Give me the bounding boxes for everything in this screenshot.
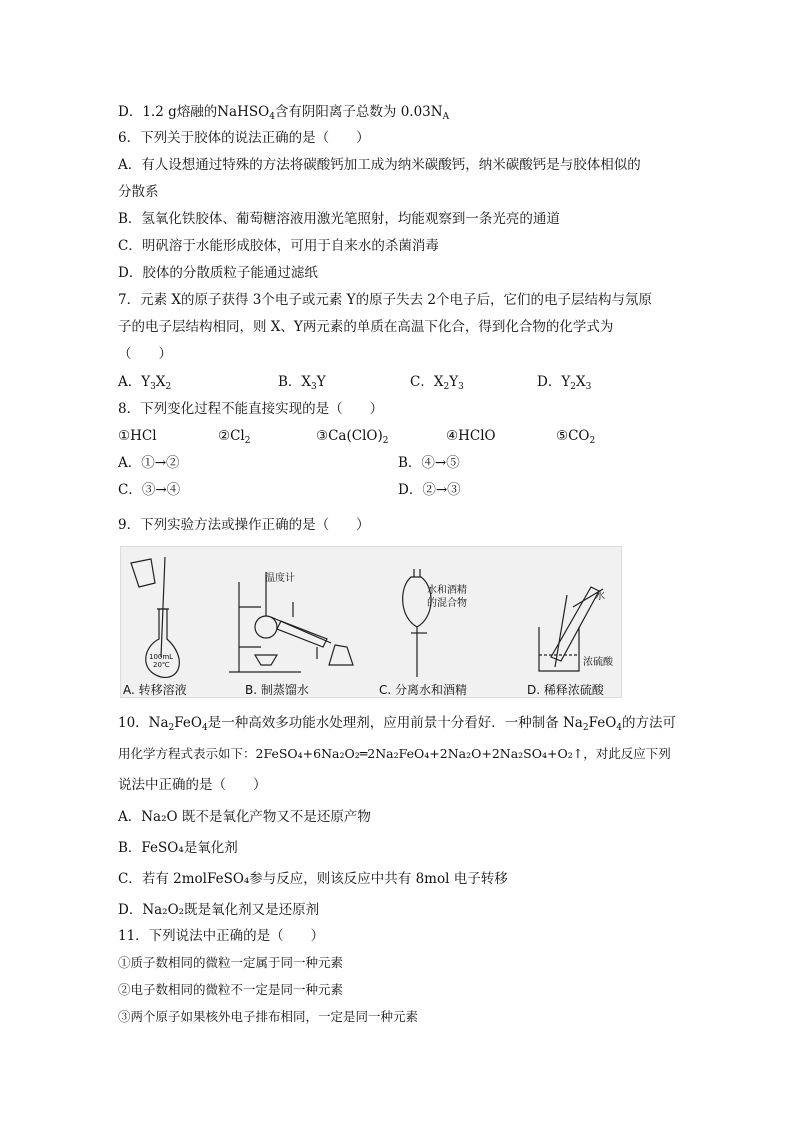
q6-stem: 6．下列关于胶体的说法正确的是（ ）	[118, 130, 370, 146]
water-label: 水	[595, 591, 605, 602]
mixture-label-2: 的混合物	[427, 598, 467, 609]
q10-option-a: A．Na₂O 既不是氧化产物又不是还原产物	[118, 809, 371, 825]
lab-apparatus-figure	[120, 546, 622, 698]
q7-stem-1: 7．元素 X的原子获得 3个电子或元素 Y的原子失去 2个电子后，它们的电子层结构与氖原	[118, 292, 652, 308]
acid-label: 浓硫酸	[583, 657, 613, 668]
q8-option-a: A．①→②	[118, 455, 180, 471]
q9-stem: 9．下列实验方法或操作正确的是（ ）	[118, 517, 370, 533]
q7-option-b: B．$X_3Y$	[278, 374, 326, 392]
q10-stem-3: 说法中正确的是（ ）	[118, 777, 267, 793]
q8-option-c: C．③→④	[118, 482, 181, 498]
caption-b: B. 制蒸馏水	[245, 683, 309, 697]
q11-statement-2: ②电子数相同的微粒不一定是同一种元素	[118, 982, 344, 997]
q8-option-b: B．④→⑤	[398, 455, 460, 471]
q7-option-a: A．$Y_3X_2$	[118, 374, 172, 392]
q7-stem-2: 子的电子层结构相同，则 X、Y两元素的单质在高温下化合，得到化合物的化学式为	[118, 319, 614, 335]
q7-stem-3: （ ）	[118, 346, 172, 362]
q6-option-a: A．有人设想通过特殊的方法将碳酸钙加工成为纳米碳酸钙，纳米碳酸钙是与胶体相似的	[118, 157, 641, 173]
q7-option-d: D．$Y_2X_3$	[537, 374, 592, 392]
q10-option-c: C．若有 2molFeSO₄参与反应，则该反应中共有 8mol 电子转移	[118, 871, 508, 887]
q11-statement-1: ①质子数相同的微粒一定属于同一种元素	[118, 955, 344, 970]
q6-option-d: D．胶体的分散质粒子能通过滤纸	[118, 265, 318, 281]
q6-option-a-cont: 分散系	[118, 184, 159, 200]
apparatus-drawing	[121, 547, 623, 699]
distillation-setup-icon	[229, 572, 353, 672]
caption-a: A. 转移溶液	[123, 683, 187, 697]
caption-c: C. 分离水和酒精	[379, 683, 468, 697]
q6-option-b: B．氢氧化铁胶体、葡萄糖溶液用激光笔照射，均能观察到一条光亮的通道	[118, 211, 560, 227]
q5-option-d: D．1.2 g熔融的NaHSO$_4$含有阴阳离子总数为 $0.03N_A$	[118, 104, 450, 122]
q7-option-c: C．$X_2Y_3$	[410, 374, 464, 392]
q8-option-d: D．②→③	[398, 482, 461, 498]
q10-stem-1: 10．$Na_2FeO_4$是一种高效多功能水处理剂，应用前景十分看好．一种制备 $Na_2FeO_4$的方法可	[118, 715, 677, 733]
q6-option-c: C．明矾溶于水能形成胶体，可用于自来水的杀菌消毒	[118, 238, 439, 254]
q10-option-d: D．Na₂O₂既是氧化剂又是还原剂	[118, 902, 320, 918]
q10-stem-2: 用化学方程式表示如下：2FeSO₄+6Na₂O₂═2Na₂FeO₄+2Na₂O+2Na₂SO₄+O₂↑，对此反应下列	[118, 746, 671, 761]
flask-volume-label: 100mL	[149, 653, 174, 661]
mixture-label-1: 水和酒精	[427, 585, 467, 596]
q8-item-4: ④HClO	[446, 428, 496, 444]
q8-item-3: $③Ca(ClO)_2$	[316, 428, 389, 446]
q8-item-2: $②Cl_2$	[218, 428, 251, 446]
flask-temp-label: 20℃	[153, 661, 170, 669]
q11-stem: 11．下列说法中正确的是（ ）	[118, 928, 325, 944]
q8-item-1: ①HCl	[118, 428, 157, 444]
q11-statement-3: ③两个原子如果核外电子排布相同，一定是同一种元素	[118, 1009, 419, 1024]
caption-d: D. 稀释浓硫酸	[527, 683, 604, 697]
q8-item-5: $⑤CO_2$	[556, 428, 596, 446]
q10-option-b: B．FeSO₄是氧化剂	[118, 840, 238, 856]
q8-stem: 8．下列变化过程不能直接实现的是（ ）	[118, 401, 384, 417]
thermometer-label: 温度计	[265, 573, 295, 584]
